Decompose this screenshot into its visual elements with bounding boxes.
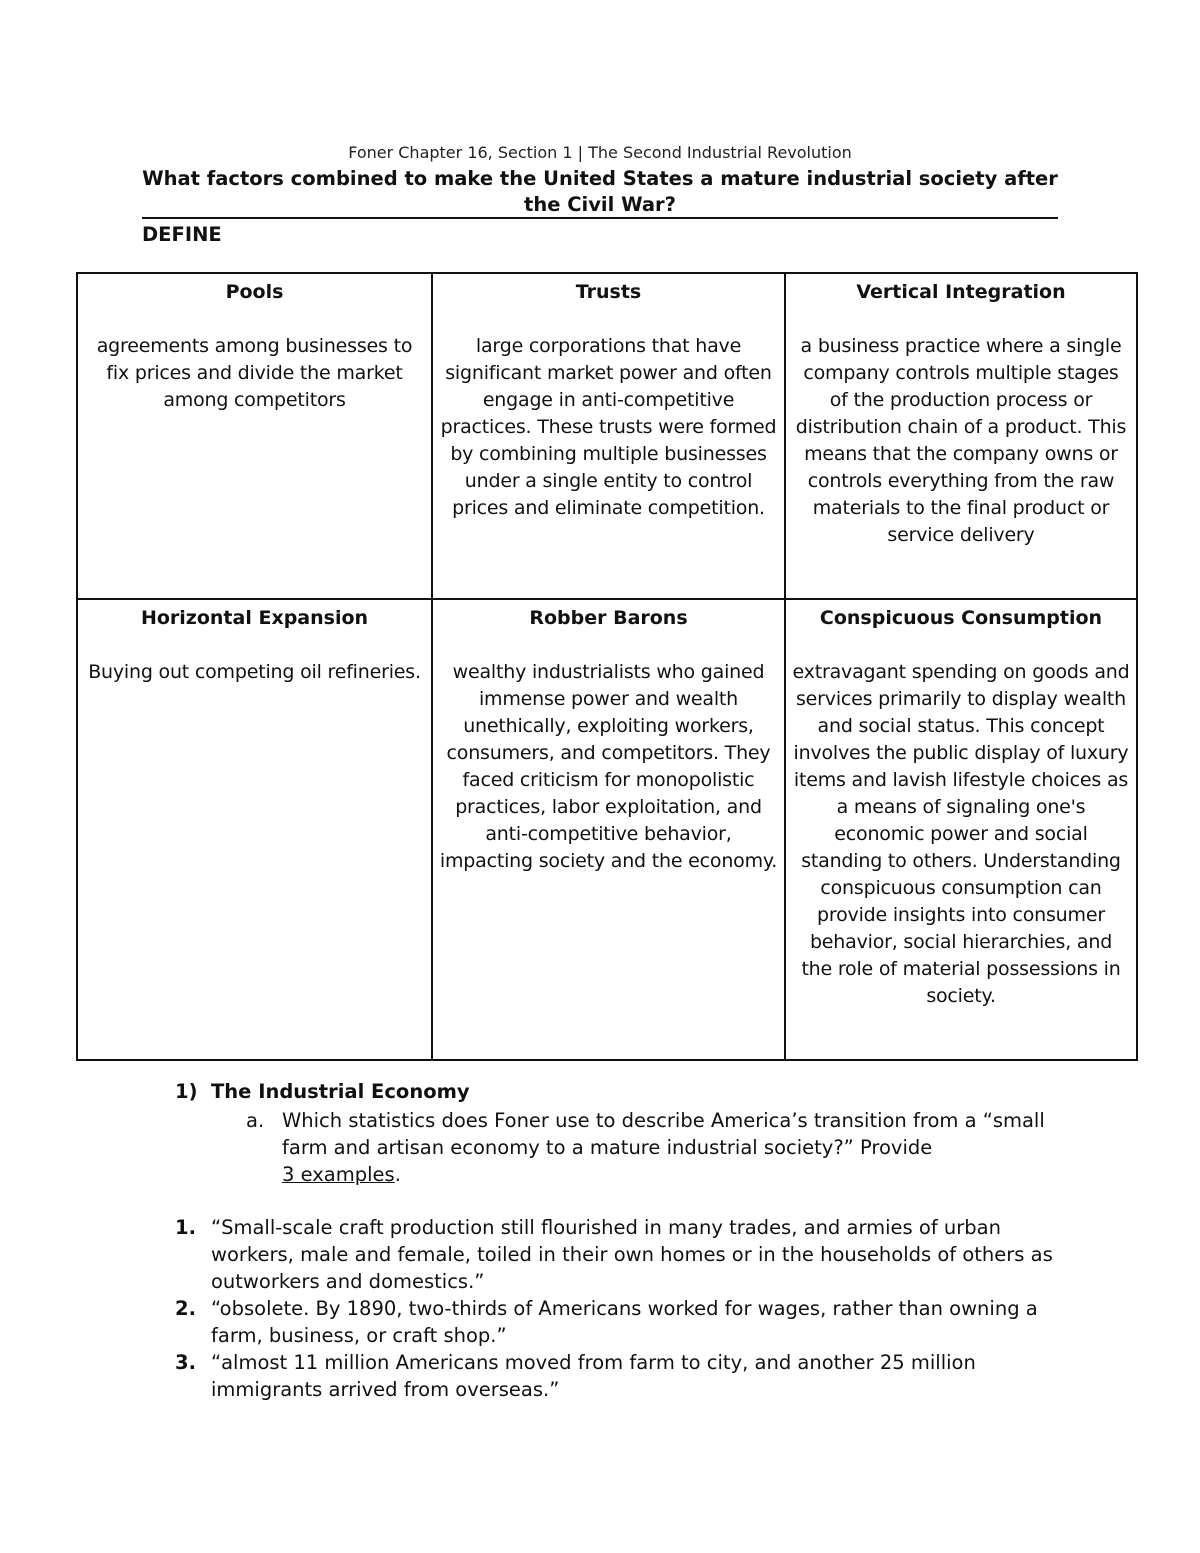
term-definition: large corporations that have significant market power and often engage in anti-competitive practices. These trusts were formed by combining multiple businesses under a single entity to control prices and eliminate competition.: [440, 335, 777, 519]
term-cell-horizontal-expansion: [78, 602, 431, 1057]
term-definition: a business practice where a single company controls multiple stages of the production process or distribution chain of a product. This means that the company owns or controls everything from the raw materials to the final product or service delivery: [795, 335, 1127, 546]
list-item: [175, 1214, 1075, 1295]
sub-question: [246, 1107, 1066, 1188]
list-item: [175, 1295, 1075, 1349]
term-definition: wealthy industrialists who gained immense power and wealth unethically, exploiting workers, consumers, and competitors. They faced criticism for monopolistic practices, labor exploitation, and anti-competitive behavior, impacting society and the economy.: [439, 661, 778, 872]
answer-text: “Small-scale craft production still flourished in many trades, and armies of urban workers, male and female, toiled in their own homes or in the households of others as outworkers and domestics.”: [211, 1216, 1053, 1293]
term-definition: extravagant spending on goods and services primarily to display wealth and social status. This concept involves the public display of luxury items and lavish lifestyle choices as a means of signaling one's economic power and social standing to others. Understanding conspicuous consumption can provide insights into consumer behavior, social hierarchies, and the role of material possessions in society.: [792, 661, 1130, 1007]
section-title: The Industrial Economy: [211, 1080, 470, 1103]
term-title: Horizontal Expansion: [140, 607, 369, 629]
document-subtitle: Foner Chapter 16, Section 1 | The Second Industrial Revolution: [348, 143, 852, 162]
section-heading: [175, 1080, 470, 1103]
sub-question-letter: a.: [246, 1109, 265, 1132]
answer-list: [175, 1214, 1075, 1403]
term-cell-robber-barons: [433, 602, 784, 1057]
list-item: [175, 1349, 1075, 1403]
term-title: Trusts: [575, 281, 642, 303]
sub-question-underlined: 3 examples: [282, 1163, 395, 1186]
answer-number: 1.: [175, 1216, 196, 1239]
term-title: Vertical Integration: [856, 281, 1066, 303]
term-cell-trusts: [433, 276, 784, 598]
term-title: Pools: [225, 281, 284, 303]
term-title: Conspicuous Consumption: [819, 607, 1103, 629]
sub-question-end: .: [394, 1163, 401, 1186]
term-definition: agreements among businesses to fix prices and divide the market among competitors: [96, 335, 413, 411]
row-divider: [78, 598, 1136, 600]
term-cell-conspicuous-consumption: [786, 602, 1136, 1057]
essential-question: What factors combined to make the United States a mature industrial society after the Civil War?: [142, 167, 1058, 216]
sub-question-text: [282, 1107, 1066, 1188]
define-label: DEFINE: [142, 223, 222, 246]
answer-number: 3.: [175, 1351, 196, 1374]
sub-question-body: Which statistics does Foner use to describe America’s transition from a “small farm and artisan economy to a mature industrial society?” Provide: [282, 1109, 1045, 1159]
heading-divider: [142, 217, 1058, 219]
definitions-table: [76, 272, 1138, 1061]
section-number: 1): [175, 1080, 198, 1103]
answer-text: “obsolete. By 1890, two-thirds of Americans worked for wages, rather than owning a farm, business, or craft shop.”: [211, 1297, 1038, 1347]
term-definition: Buying out competing oil refineries.: [88, 661, 421, 683]
term-title: Robber Barons: [529, 607, 688, 629]
answer-number: 2.: [175, 1297, 196, 1320]
term-cell-pools: [78, 276, 431, 598]
answer-text: “almost 11 million Americans moved from farm to city, and another 25 million immigrants arrived from overseas.”: [211, 1351, 976, 1401]
term-cell-vertical-integration: [786, 276, 1136, 598]
